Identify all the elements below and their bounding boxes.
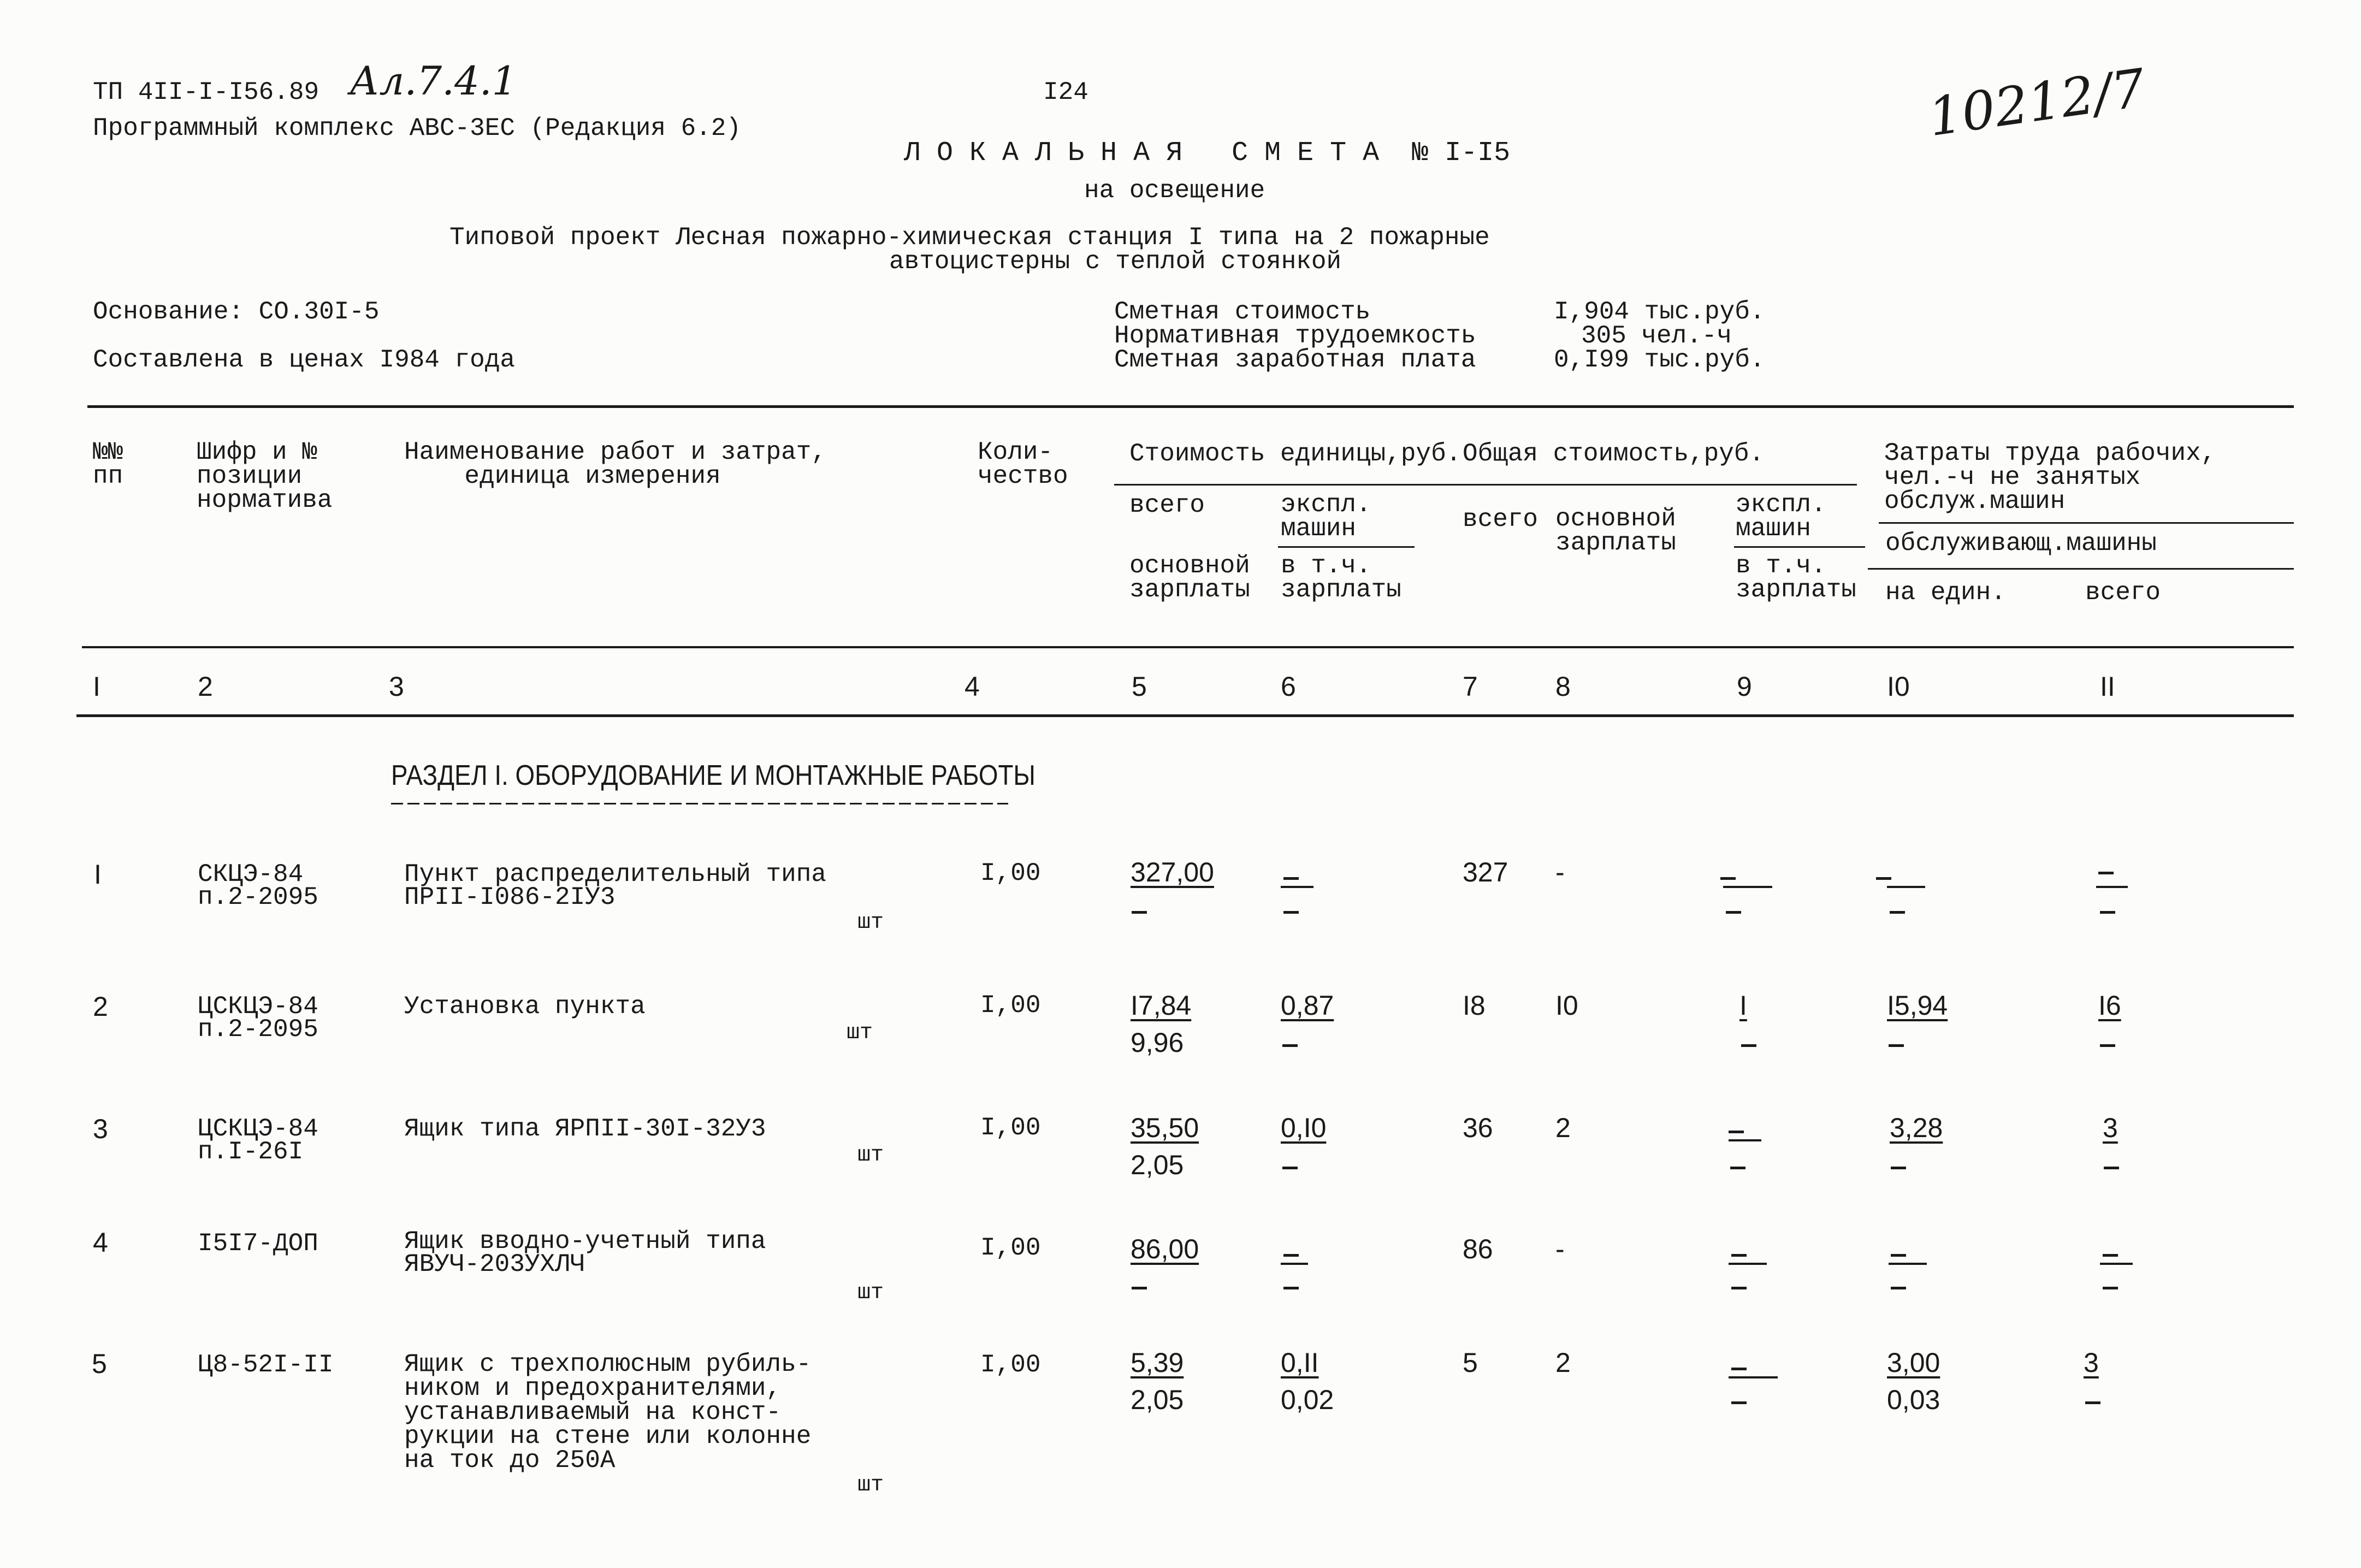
quantity: I,00: [980, 1114, 1041, 1142]
dash-mark: [1731, 1287, 1747, 1289]
norm-code: ЦСКЦЭ-84 п.I-26I: [198, 1115, 318, 1166]
underline-mark: [1889, 1263, 1927, 1265]
underline-mark: [1723, 886, 1772, 888]
dash-mark: [1730, 1167, 1745, 1169]
project-description-line2: автоцистерны с теплой стоянкой: [889, 247, 1342, 276]
total-cost: 5: [1463, 1347, 1478, 1378]
dash-mark: [1731, 1401, 1747, 1404]
underline-mark: [1729, 1263, 1767, 1265]
dash-mark: [2100, 1044, 2115, 1047]
column-number-10: I0: [1887, 671, 1910, 702]
dash-mark: [1283, 877, 1299, 880]
labor-total: 3: [2084, 1347, 2099, 1378]
total-cost: 86: [1463, 1234, 1493, 1264]
col8-header: основной зарплаты: [1555, 505, 1676, 557]
labor-intensity-value: 305 чел.-ч: [1581, 322, 1732, 350]
section-title-underline: [391, 803, 1008, 804]
underline-mark: [1729, 1376, 1778, 1378]
labor-intensity-label: Нормативная трудоемкость: [1114, 322, 1476, 350]
total-cost: 327: [1463, 857, 1508, 887]
work-name: Ящик вводно-учетный типа ЯВУЧ-203УХЛЧ: [404, 1227, 766, 1279]
labor-per-unit: 3,00: [1887, 1347, 1940, 1378]
dash-mark: [1741, 1044, 1756, 1047]
col9-bottom-header: в т.ч. зарплаты: [1736, 552, 1856, 604]
column-number-11: II: [2100, 671, 2115, 702]
underline-mark: [1281, 1263, 1308, 1265]
dash-mark: [1891, 1254, 1906, 1257]
norm-code: СКЦЭ-84 п.2-2095: [198, 860, 318, 912]
dash-mark: [1720, 877, 1736, 880]
unit-cost-total: 327,00: [1131, 857, 1214, 887]
quantity: I,00: [980, 991, 1041, 1020]
dash-mark: [1132, 1287, 1147, 1289]
labor-total: 3: [2103, 1113, 2118, 1143]
labor-sub-rule: [1868, 568, 2294, 570]
unit-cost-machine-wage: 0,02: [1281, 1384, 1334, 1415]
underline-mark: [2096, 886, 2128, 888]
unit-of-measure: шт: [857, 1473, 884, 1498]
unit-of-measure: шт: [857, 1281, 884, 1305]
col-quantity-header: Коли- чество: [978, 438, 1068, 490]
total-base-wage: I0: [1555, 990, 1578, 1021]
dash-mark: [2104, 1167, 2119, 1169]
unit-cost-total: 86,00: [1131, 1234, 1199, 1264]
basis: Основание: СО.30I-5: [93, 298, 380, 326]
dash-mark: [1726, 911, 1741, 914]
underline-mark: [1729, 1139, 1761, 1141]
labor-costs-header: Затраты труда рабочих, чел.-ч не занятых обслуж.машин: [1884, 439, 2216, 516]
total-base-wage: 2: [1555, 1347, 1571, 1378]
labor-header-rule: [1879, 522, 2294, 524]
estimated-cost-value: I,904 тыс.руб.: [1554, 298, 1765, 326]
work-name: Ящик с трехполюсным рубиль- ником и предохранителями, устанавливаемый на конст- рукции на стене или колонне на ток до 250А: [404, 1350, 812, 1475]
work-name: Ящик типа ЯРПII-30I-32У3: [404, 1115, 766, 1143]
dash-mark: [1282, 1044, 1298, 1047]
dash-mark: [1889, 1044, 1904, 1047]
cost-header-rule: [1114, 484, 1857, 486]
unit-cost-total: 35,50: [1131, 1113, 1199, 1143]
column-number-2: 2: [198, 671, 213, 702]
dash-mark: [1731, 1368, 1747, 1370]
dash-mark: [1283, 911, 1299, 914]
dash-mark: [2103, 1254, 2118, 1257]
c9-sub-rule: [1734, 546, 1865, 548]
column-number-3: 3: [389, 671, 404, 702]
row-number: 3: [93, 1114, 108, 1144]
unit-of-measure: шт: [847, 1021, 873, 1045]
work-name: Пункт распределительный типа ПРII-I086-2IУ3: [404, 860, 826, 912]
col9-top-header: экспл. машин: [1736, 490, 1826, 543]
row-number: 5: [92, 1348, 107, 1379]
col-code-header: Шифр и № позиции норматива: [197, 438, 333, 514]
dash-mark: [1283, 1254, 1299, 1257]
col5-top-header: всего: [1129, 491, 1205, 519]
unit-cost-header: Стоимость единицы,руб.: [1129, 440, 1461, 468]
norm-code: I5I7-ДОП: [198, 1229, 318, 1258]
program-name: Программный комплекс АВС-3ЕС (Редакция 6.2): [93, 114, 741, 143]
unit-cost-base-wage: 9,96: [1131, 1027, 1184, 1058]
dash-mark: [2085, 1401, 2100, 1404]
work-name: Установка пункта: [404, 992, 646, 1021]
underline-mark: [1281, 886, 1313, 888]
labor-per-unit: I5,94: [1887, 990, 1948, 1021]
unit-of-measure: шт: [857, 1143, 884, 1168]
col5-bottom-header: основной зарплаты: [1129, 552, 1250, 604]
col11-header: всего: [2085, 578, 2161, 607]
dash-mark: [1282, 1167, 1298, 1169]
wage-label: Сметная заработная плата: [1114, 346, 1476, 374]
handwritten-sheet-number: 10212/7: [1925, 57, 2149, 149]
col10-header: на един.: [1885, 578, 2006, 607]
dash-mark: [1890, 911, 1905, 914]
dash-mark: [2098, 872, 2114, 874]
column-number-7: 7: [1463, 671, 1478, 702]
quantity: I,00: [980, 1234, 1041, 1262]
total-machines: I: [1739, 990, 1747, 1021]
project-description-line1: Типовой проект Лесная пожарно-химическая станция I типа на 2 пожарные: [449, 223, 1490, 252]
handwritten-album-note: Ал.7.4.1: [350, 58, 517, 104]
row-number: 4: [93, 1227, 108, 1258]
unit-of-measure: шт: [857, 910, 884, 935]
total-base-wage: -: [1555, 857, 1565, 887]
dash-mark: [1132, 911, 1147, 914]
numbers-top-rule: [82, 646, 2294, 648]
document-title: Л О К А Л Ь Н А Я С М Е Т А № I-I5: [904, 138, 1511, 169]
row-number: 2: [93, 991, 108, 1022]
dash-mark: [1876, 877, 1891, 880]
unit-cost-machines: 0,II: [1281, 1347, 1319, 1378]
col6-top-header: экспл. машин: [1281, 490, 1371, 543]
dash-mark: [2100, 911, 2115, 914]
table-top-rule: [87, 405, 2294, 408]
column-number-1: I: [93, 671, 100, 702]
unit-cost-base-wage: 2,05: [1131, 1150, 1184, 1180]
unit-cost-machines: 0,I0: [1281, 1113, 1327, 1143]
wage-value: 0,I99 тыс.руб.: [1554, 346, 1765, 374]
underline-mark: [2100, 1263, 2133, 1265]
norm-code: ЦСКЦЭ-84 п.2-2095: [198, 992, 318, 1044]
column-number-9: 9: [1737, 671, 1752, 702]
document-subtitle: на освещение: [1084, 176, 1265, 205]
labor-per-unit-machines: 0,03: [1887, 1384, 1940, 1415]
unit-cost-total: 5,39: [1131, 1347, 1184, 1378]
project-code: ТП 4II-I-I56.89: [93, 78, 319, 106]
col-name-header: Наименование работ и затрат, единица измерения: [404, 438, 826, 490]
numbers-bottom-rule: [76, 714, 2294, 717]
total-cost: 36: [1463, 1113, 1493, 1143]
quantity: I,00: [980, 859, 1041, 887]
total-base-wage: -: [1555, 1234, 1565, 1264]
dash-mark: [1731, 1254, 1747, 1257]
estimated-cost-label: Сметная стоимость: [1114, 298, 1371, 326]
unit-cost-machines: 0,87: [1281, 990, 1334, 1021]
total-base-wage: 2: [1555, 1113, 1571, 1143]
col7-header: всего: [1463, 505, 1539, 534]
column-number-4: 4: [964, 671, 980, 702]
section-title: РАЗДЕЛ I. ОБОРУДОВАНИЕ И МОНТАЖНЫЕ РАБОТЫ: [391, 760, 1035, 791]
dash-mark: [1891, 1287, 1906, 1289]
total-cost: I8: [1463, 990, 1486, 1021]
dash-mark: [1283, 1287, 1299, 1289]
labor-sub-header: обслуживающ.машины: [1885, 529, 2157, 558]
unit-cost-base-wage: 2,05: [1131, 1384, 1184, 1415]
dash-mark: [2103, 1287, 2118, 1289]
column-number-5: 5: [1132, 671, 1147, 702]
col-number-header: №№ пп: [93, 438, 123, 490]
unit-cost-total: I7,84: [1131, 990, 1192, 1021]
col6-bottom-header: в т.ч. зарплаты: [1281, 552, 1401, 604]
row-number: I: [94, 859, 102, 890]
column-number-8: 8: [1555, 671, 1571, 702]
dash-mark: [1729, 1131, 1744, 1133]
quantity: I,00: [980, 1351, 1041, 1379]
column-number-6: 6: [1281, 671, 1296, 702]
page-number: I24: [1043, 78, 1088, 106]
labor-total: I6: [2098, 990, 2121, 1021]
labor-per-unit: 3,28: [1890, 1113, 1943, 1143]
c6-sub-rule: [1278, 546, 1415, 548]
price-base: Составлена в ценах I984 года: [93, 346, 515, 374]
norm-code: Ц8-52I-II: [198, 1351, 334, 1379]
total-cost-header: Общая стоимость,руб.: [1463, 440, 1765, 468]
underline-mark: [1887, 886, 1925, 888]
dash-mark: [1891, 1167, 1906, 1169]
